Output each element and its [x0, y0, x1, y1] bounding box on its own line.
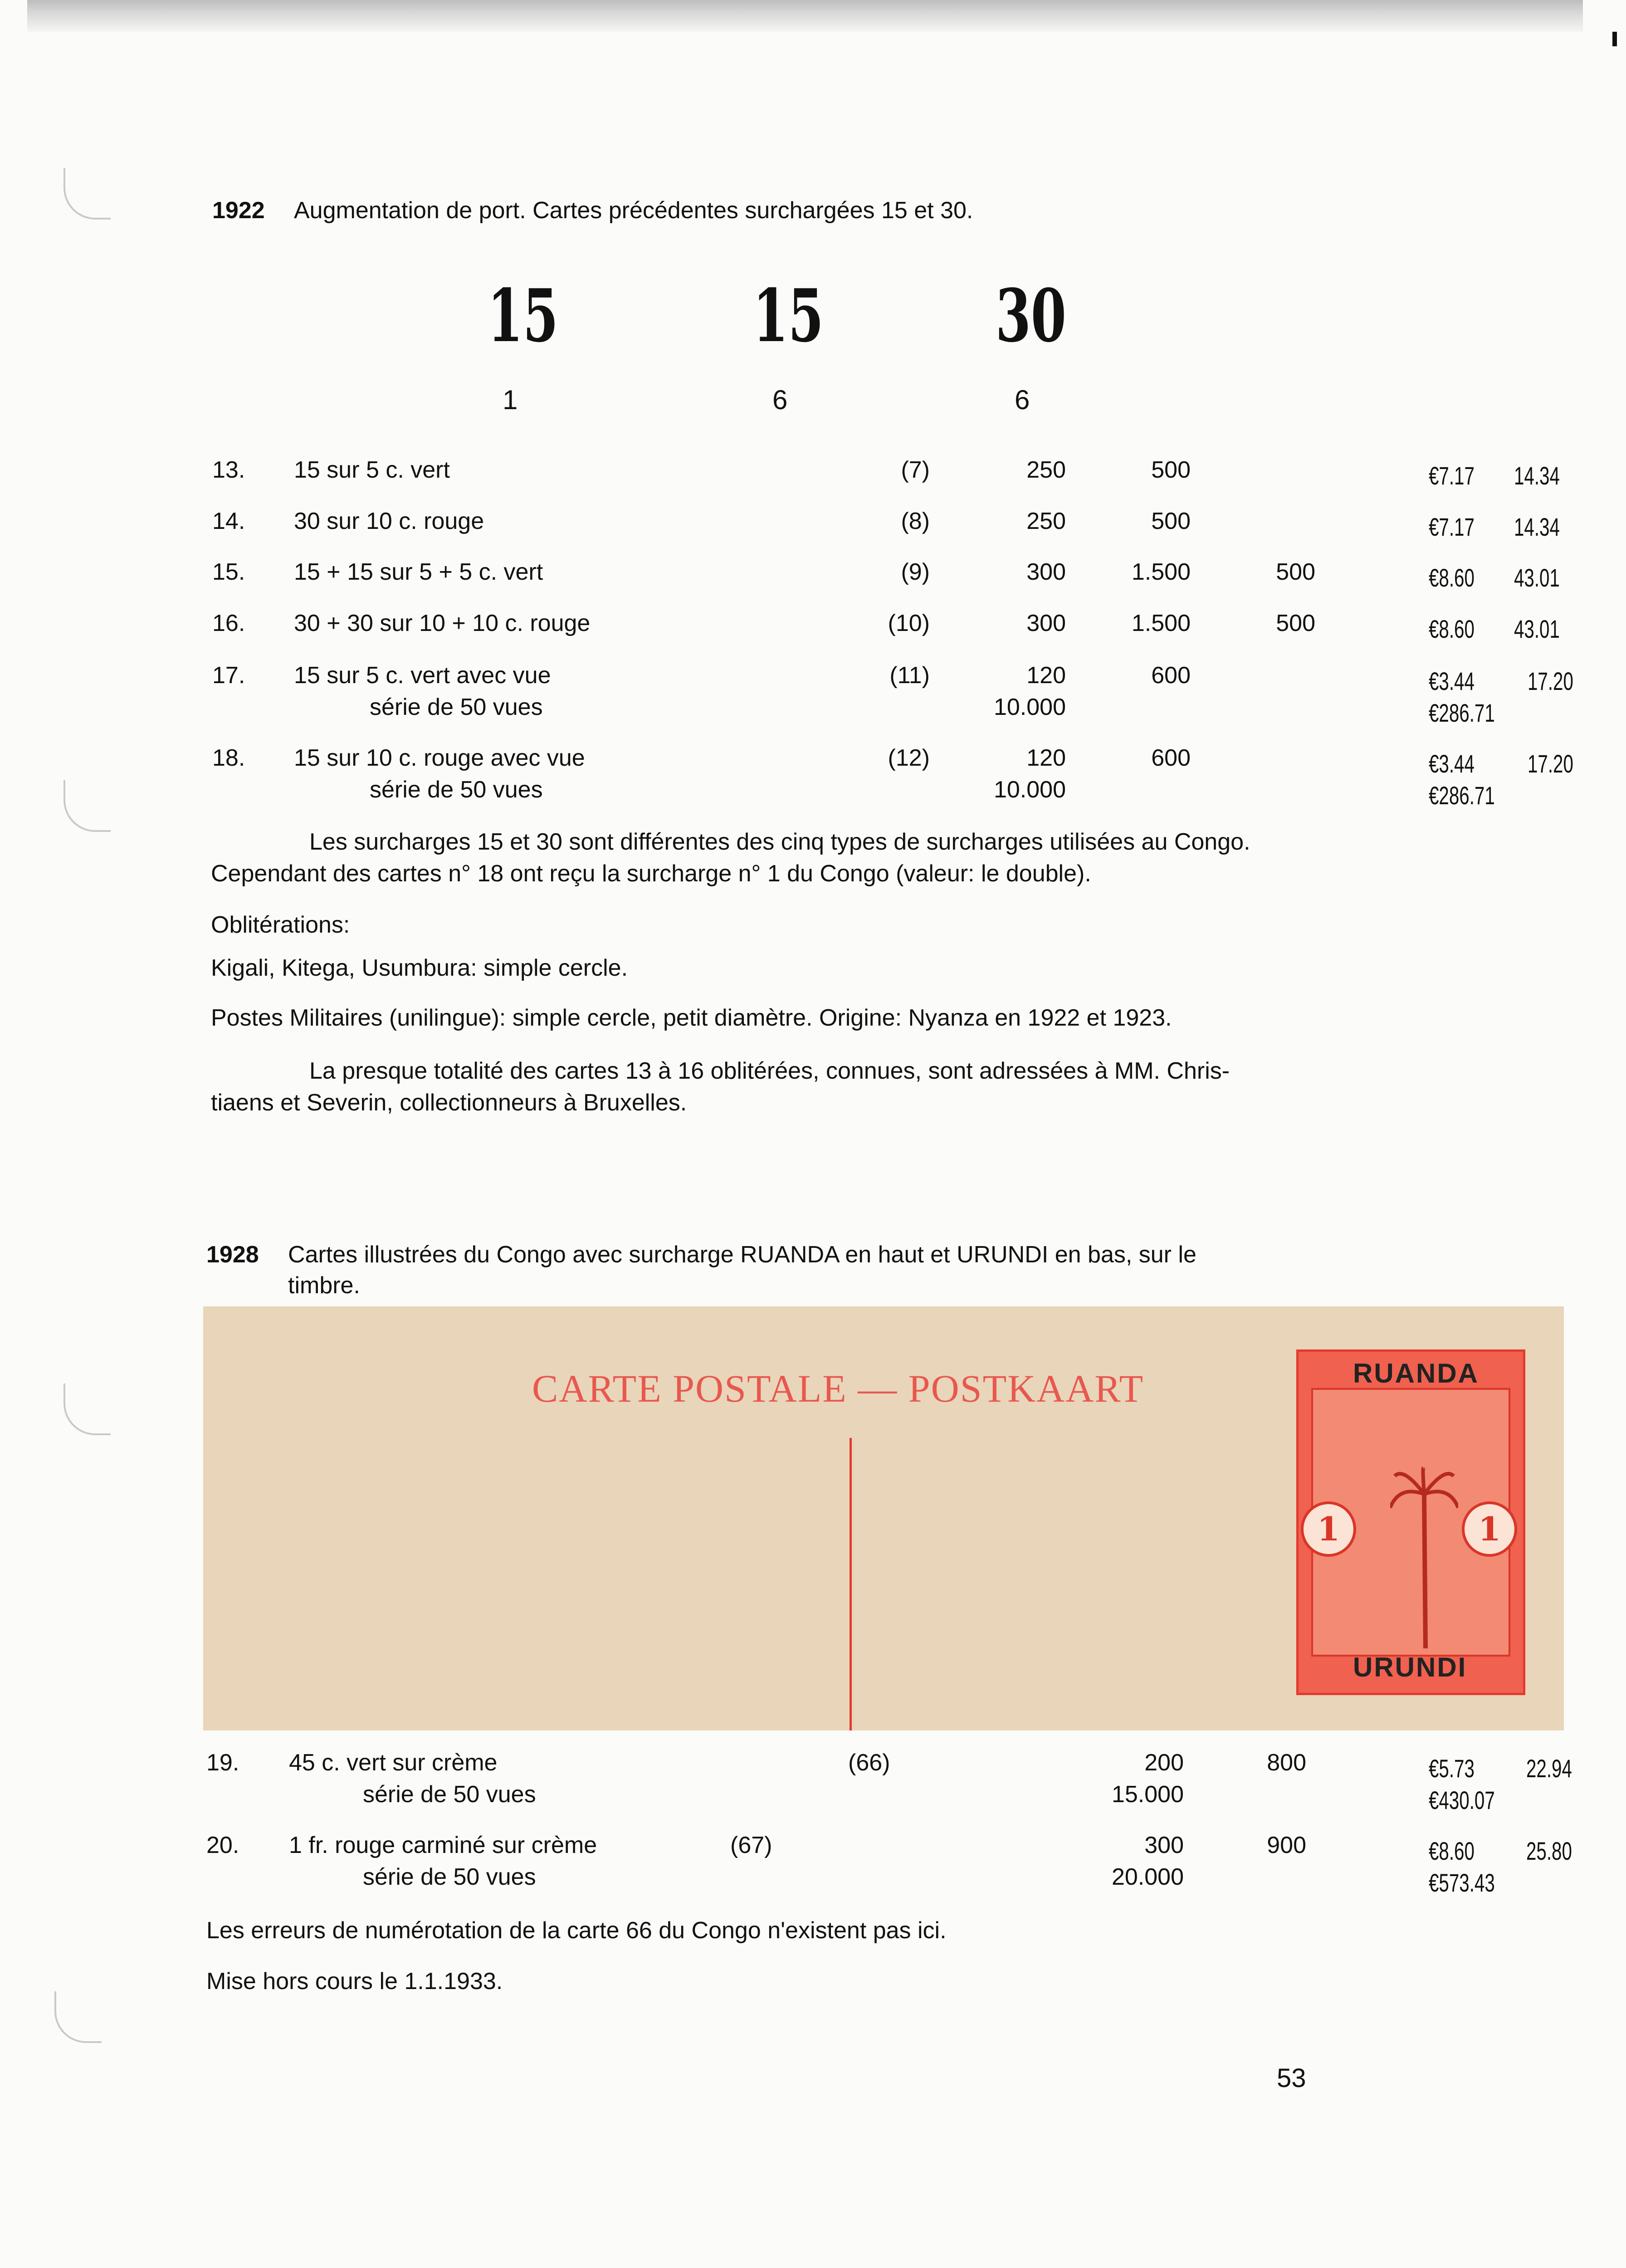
- row-number: 17.: [212, 662, 245, 689]
- row-price-eur: 17.20: [1528, 749, 1573, 778]
- row-price-eur: 14.34: [1514, 461, 1560, 490]
- page-number: 53: [1277, 2063, 1306, 2093]
- section-year: 1928: [206, 1242, 259, 1268]
- row-value: 800: [1267, 1750, 1306, 1776]
- surcharge-type: 1: [503, 385, 518, 415]
- row-description: 45 c. vert sur crème: [289, 1750, 498, 1776]
- row-value: 500: [1276, 559, 1315, 585]
- row-number: 13.: [212, 457, 245, 483]
- postcard-image: [203, 1306, 1564, 1730]
- row-value: 300: [1144, 1832, 1184, 1858]
- row-number: 18.: [212, 745, 245, 771]
- stamp-overprint-bottom: URUNDI: [1353, 1652, 1467, 1682]
- postcard-title: CARTE POSTALE — POSTKAART: [532, 1367, 1144, 1410]
- binder-hole-mark: [63, 780, 111, 832]
- section-heading: Cartes illustrées du Congo avec surcharge RUANDA en haut et URUNDI en bas, sur le: [288, 1242, 1196, 1268]
- row-reference: (12): [888, 745, 930, 771]
- row-value: 600: [1151, 745, 1191, 771]
- row-price-eur: €3.44: [1429, 749, 1475, 778]
- row-description-sub: série de 50 vues: [363, 1781, 536, 1808]
- postcard-divider: [850, 1438, 852, 1730]
- row-reference: (67): [730, 1832, 772, 1858]
- row-reference: (66): [848, 1750, 890, 1776]
- row-price-eur: €8.60: [1429, 615, 1475, 643]
- row-value: 1.500: [1131, 559, 1191, 585]
- row-value-series: 20.000: [1111, 1864, 1184, 1890]
- note-text: Les surcharges 15 et 30 sont différentes des cinq types de surcharges utilisées au Congo.: [309, 829, 1250, 855]
- row-value: 1.500: [1131, 610, 1191, 636]
- row-price-eur: €3.44: [1429, 667, 1475, 695]
- note-text: Les erreurs de numérotation de la carte 66 du Congo n'existent pas ici.: [206, 1917, 947, 1944]
- row-reference: (9): [901, 559, 930, 585]
- surcharge-glyph: 15: [488, 273, 558, 358]
- stamp-value-left: 1: [1301, 1501, 1356, 1557]
- row-value: 120: [1026, 745, 1066, 771]
- row-description: 1 fr. rouge carminé sur crème: [289, 1832, 597, 1858]
- oblit-text: Kigali, Kitega, Usumbura: simple cercle.: [211, 955, 628, 981]
- row-price-eur: 14.34: [1514, 513, 1560, 541]
- row-price-eur: €7.17: [1429, 461, 1475, 490]
- surcharge-type: 6: [772, 385, 788, 415]
- row-value-series: 10.000: [993, 694, 1066, 720]
- row-price-eur: €8.60: [1429, 1837, 1475, 1865]
- row-value-series: 15.000: [1111, 1781, 1184, 1808]
- row-price-eur: 25.80: [1526, 1837, 1572, 1865]
- row-price-eur: €8.60: [1429, 563, 1475, 592]
- row-description-sub: série de 50 vues: [370, 694, 543, 720]
- row-value: 300: [1026, 610, 1066, 636]
- note-text: La presque totalité des cartes 13 à 16 oblitérées, connues, sont adressées à MM. Chris-: [309, 1058, 1230, 1084]
- row-value: 900: [1267, 1832, 1306, 1858]
- row-reference: (7): [901, 457, 930, 483]
- row-value: 300: [1026, 559, 1066, 585]
- row-price-eur: €5.73: [1429, 1754, 1475, 1783]
- row-description: 15 + 15 sur 5 + 5 c. vert: [294, 559, 543, 585]
- scan-top-edge: [27, 0, 1583, 32]
- binder-hole-mark: [63, 1383, 111, 1435]
- note-text: Cependant des cartes n° 18 ont reçu la surcharge n° 1 du Congo (valeur: le double).: [211, 860, 1091, 887]
- row-description-sub: série de 50 vues: [363, 1864, 536, 1890]
- section-heading: timbre.: [288, 1272, 360, 1299]
- row-number: 14.: [212, 508, 245, 534]
- row-price-eur-series: €430.07: [1429, 1786, 1495, 1814]
- note-text: Mise hors cours le 1.1.1933.: [206, 1968, 503, 1994]
- palm-tree-icon: [1390, 1467, 1458, 1648]
- row-description: 30 + 30 sur 10 + 10 c. rouge: [294, 610, 591, 636]
- row-description: 15 sur 5 c. vert: [294, 457, 450, 483]
- row-description: 15 sur 5 c. vert avec vue: [294, 662, 551, 689]
- row-value: 500: [1151, 508, 1191, 534]
- oblit-title: Oblitérations:: [211, 912, 350, 938]
- row-price-eur: 17.20: [1528, 667, 1573, 695]
- scan-mark: [1612, 32, 1617, 46]
- row-price-eur: 22.94: [1526, 1754, 1572, 1783]
- surcharge-glyph: 30: [996, 273, 1066, 358]
- row-reference: (8): [901, 508, 930, 534]
- binder-hole-mark: [63, 168, 111, 220]
- stamp: [1296, 1349, 1525, 1695]
- row-value: 600: [1151, 662, 1191, 689]
- row-price-eur: 43.01: [1514, 615, 1560, 643]
- row-price-eur-series: €286.71: [1429, 781, 1495, 810]
- row-value: 200: [1144, 1750, 1184, 1776]
- surcharge-type: 6: [1015, 385, 1030, 415]
- row-number: 16.: [212, 610, 245, 636]
- oblit-text: Postes Militaires (unilingue): simple cercle, petit diamètre. Origine: Nyanza en 1922 et 1923.: [211, 1005, 1172, 1031]
- row-description: 15 sur 10 c. rouge avec vue: [294, 745, 585, 771]
- row-value: 250: [1026, 457, 1066, 483]
- stamp-overprint-top: RUANDA: [1353, 1358, 1479, 1388]
- row-value: 250: [1026, 508, 1066, 534]
- row-number: 15.: [212, 559, 245, 585]
- row-description-sub: série de 50 vues: [370, 777, 543, 803]
- row-price-eur-series: €286.71: [1429, 699, 1495, 727]
- row-price-eur-series: €573.43: [1429, 1868, 1495, 1897]
- surcharge-glyph: 15: [753, 273, 824, 358]
- row-value: 500: [1151, 457, 1191, 483]
- row-reference: (11): [889, 662, 930, 689]
- row-description: 30 sur 10 c. rouge: [294, 508, 484, 534]
- note-text: tiaens et Severin, collectionneurs à Bruxelles.: [211, 1090, 687, 1116]
- row-reference: (10): [888, 610, 930, 636]
- section-year: 1922: [212, 197, 265, 224]
- row-number: 19.: [206, 1750, 239, 1776]
- stamp-value-right: 1: [1462, 1501, 1517, 1557]
- row-price-eur: €7.17: [1429, 513, 1475, 541]
- row-price-eur: 43.01: [1514, 563, 1560, 592]
- binder-hole-mark: [54, 1991, 102, 2043]
- row-value: 120: [1026, 662, 1066, 689]
- row-value: 500: [1276, 610, 1315, 636]
- section-heading: Augmentation de port. Cartes précédentes surchargées 15 et 30.: [294, 197, 973, 224]
- row-number: 20.: [206, 1832, 239, 1858]
- row-value-series: 10.000: [993, 777, 1066, 803]
